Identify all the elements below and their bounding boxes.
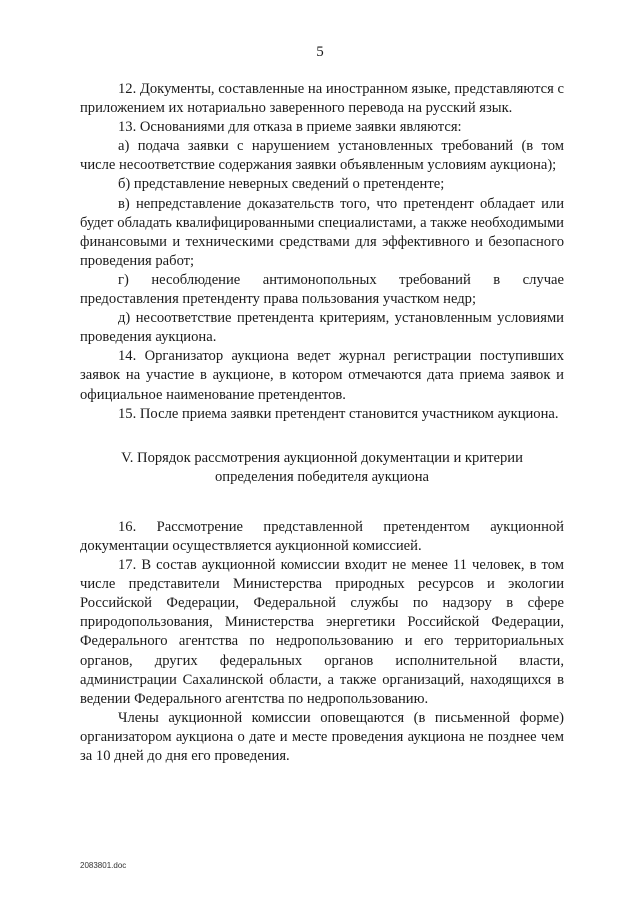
paragraph-13: 13. Основаниями для отказа в приеме заявки являются: [118,119,462,136]
paragraph-17: 17. В состав аукционной комиссии входит не менее 11 человек, в том числе представители Министерства природных ресурсов и экологии Российской Федерации, Федеральной службы по надзору в сфере природопользования, Министерства энергетики Российской Федерации, Федерального агентства по недропользованию и его территориальных органов, других федеральных органов исполнительной власти, администрации Сахалинской области, а также организаций, находящихся в ведении Федерального агентства по недропользованию. [80,557,564,707]
paragraph-14: 14. Организатор аукциона ведет журнал регистрации поступивших заявок на участие в аукционе, в котором отмечаются дата приема заявок и официальное наименование претендентов. [80,348,564,403]
page-number: 5 [316,44,324,60]
section-heading [80,449,564,487]
section-heading-line-1: V. Порядок рассмотрения аукционной документации и критерии [121,449,523,466]
paragraph-commission-notice: Члены аукционной комиссии оповещаются (в письменной форме) организатором аукциона о дате и месте проведения аукциона не позднее чем за 10 дней до дня его проведения. [80,709,564,764]
file-name-footer: 2083801.doc [80,861,127,870]
paragraph-16: 16. Рассмотрение представленной претендентом аукционной документации осуществляется аукционной комиссией. [80,518,564,554]
section-heading-line-2: определения победителя аукциона [214,468,430,485]
paragraph-13c: в) непредставление доказательств того, что претендент обладает или будет обладать квалифицированными специалистами, а также необходимыми финансовыми и техническими средствами для эффективного и безопасного проведения работ; [80,195,564,269]
document-body [80,80,564,766]
paragraph-13a: а) подача заявки с нарушением установленных требований (в том числе несоответствие содержания заявки объявленным условиям аукциона); [80,138,564,174]
paragraph-15: 15. После приема заявки претендент становится участником аукциона. [118,405,559,422]
paragraph-13d: г) несоблюдение антимонопольных требований в случае предоставления претенденту права пользования участком недр; [80,271,564,308]
paragraph-13e: д) несоответствие претендента критериям, установленным условиями проведения аукциона. [80,310,564,346]
paragraph-13b: б) представление неверных сведений о претенденте; [118,176,445,193]
paragraph-12: 12. Документы, составленные на иностранном языке, представляются с приложением их нотариально заверенного перевода на русский язык. [80,81,564,117]
